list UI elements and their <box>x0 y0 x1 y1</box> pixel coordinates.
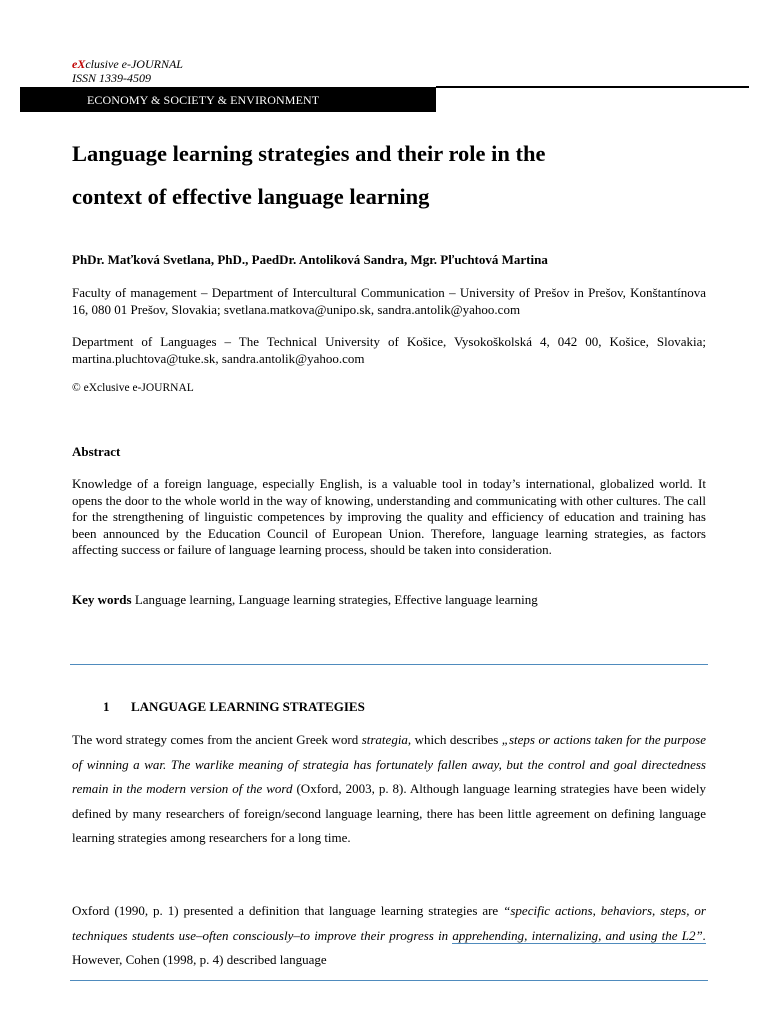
keywords-label: Key words <box>72 592 132 607</box>
divider-line <box>70 664 708 665</box>
p1-text-c: which describes <box>411 732 502 747</box>
section-header-label: ECONOMY & SOCIETY & ENVIRONMENT <box>87 93 320 107</box>
p2-text-d: However, Cohen (1998, p. 4) described language <box>72 952 327 967</box>
keywords-list: Language learning, Language learning strategies, Effective language learning <box>131 592 538 607</box>
section-header-bar <box>20 87 436 112</box>
section-heading <box>103 699 365 715</box>
abstract-heading: Abstract <box>72 444 121 459</box>
journal-name <box>72 57 183 71</box>
affiliation-2: Department of Languages – The Technical University of Košice, Vysokoškolská 4, 042 00, Košice, Slovakia; martina.pluchtova@tuke.sk, sandra.antolik@yahoo.com <box>72 334 706 366</box>
p1-quote: „steps or actions taken for the purpose of winning a war. The warlike meaning of strategia has fortunately fallen away, but the control and goal directedness remain in the modern version of the word <box>72 732 707 796</box>
article-title-line1: Language learning strategies and their role in the <box>72 141 546 166</box>
journal-issn: ISSN 1339-4509 <box>72 71 151 85</box>
footer-divider <box>70 980 708 981</box>
abstract-text: Knowledge of a foreign language, especially English, is a valuable tool in today’s international, globalized world. It opens the door to the whole world in the way of knowing, understanding and communicating with other cultures. The call for the strengthening of linguistic competences by improving the quality and efficiency of education and training has been announced by the Education Council of European Union. Therefore, language learning strategies, as factors affecting success or failure of language learning process, should be taken into consideration. <box>72 476 706 557</box>
journal-name-prefix: eX <box>72 57 86 71</box>
p2-text-a: Oxford (1990, p. 1) presented a definition that language learning strategies are <box>72 903 504 918</box>
keywords <box>72 592 538 608</box>
body-paragraph-2 <box>72 899 706 973</box>
section-number: 1 <box>103 699 110 714</box>
article-authors: PhDr. Maťková Svetlana, PhD., PaedDr. Antoliková Sandra, Mgr. Pľuchtová Martina <box>72 252 548 267</box>
p2-quote-end: apprehending, internalizing, and using the L2”. <box>452 927 706 943</box>
p1-italic-term: strategia, <box>361 732 412 747</box>
article-title-line2: context of effective language learning <box>72 184 430 209</box>
article-title <box>72 132 692 218</box>
journal-name-rest: clusive e-JOURNAL <box>85 57 183 71</box>
affiliation-1: Faculty of management – Department of Intercultural Communication – University of Prešov in Prešov, Konštantínova 16, 080 01 Prešov, Slovakia; svetlana.matkova@unipo.sk, sandra.antolik@yahoo.com <box>72 285 706 317</box>
p2-quote: “specific actions, behaviors, steps, or techniques students use–often consciously–to improve their progress in <box>72 903 706 943</box>
header-divider <box>436 86 749 88</box>
p1-text-a: The word strategy comes from the ancient Greek word <box>72 732 362 747</box>
p1-text-e: (Oxford, 2003, p. 8). Although language learning strategies have been widely defined by many researchers of foreign/second language learning, there has been little agreement on defining language learning strategies among researchers for a long time. <box>72 781 707 845</box>
section-title: LANGUAGE LEARNING STRATEGIES <box>131 699 365 714</box>
body-paragraph-1 <box>72 728 706 851</box>
copyright-notice: © eXclusive e-JOURNAL <box>72 382 194 394</box>
